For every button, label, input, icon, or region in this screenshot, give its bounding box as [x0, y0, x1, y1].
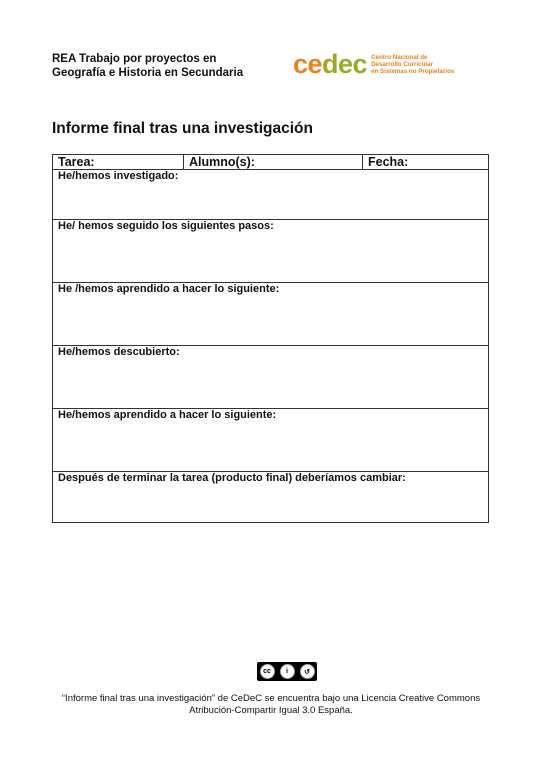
cc-icon: cc: [260, 664, 275, 679]
cedec-logo-subtitle: [371, 54, 454, 75]
section-investigado[interactable]: He/hemos investigado:: [53, 170, 489, 220]
page-title: Informe final tras una investigación: [52, 120, 313, 137]
alumnos-cell[interactable]: Alumno(s):: [184, 155, 363, 170]
section-row: [53, 220, 489, 283]
report-table: [52, 154, 489, 523]
report-header-row: [53, 155, 489, 170]
section-row: [53, 346, 489, 409]
fecha-cell[interactable]: Fecha:: [363, 155, 489, 170]
footer-line-1: “Informe final tras una investigación” de CeDeC se encuentra bajo una Licencia Creative Commons: [61, 693, 481, 704]
section-row: [53, 170, 489, 220]
logo-sub-line-2: Desarrollo Curricular: [371, 60, 433, 68]
logo-word-part-a: ce: [293, 49, 323, 79]
header-project-title: [52, 52, 243, 80]
section-pasos[interactable]: He/ hemos seguido los siguientes pasos:: [53, 220, 489, 283]
tarea-cell[interactable]: Tarea:: [53, 155, 184, 170]
header-line-1: REA Trabajo por proyectos en: [52, 53, 217, 65]
share-alike-icon: ↺: [300, 664, 315, 679]
cedec-logo: [293, 50, 454, 78]
section-descubierto[interactable]: He/hemos descubierto:: [53, 346, 489, 409]
creative-commons-badge[interactable]: [257, 662, 317, 681]
header-line-2: Geografía e Historia en Secundaria: [52, 67, 244, 79]
section-aprendido-1[interactable]: He /hemos aprendido a hacer lo siguiente:: [53, 283, 489, 346]
license-footer: [0, 693, 542, 717]
attribution-icon: i: [280, 664, 295, 679]
section-row: [53, 409, 489, 472]
cedec-logo-word: [293, 50, 367, 78]
logo-word-part-b: dec: [322, 49, 368, 79]
section-row: [53, 283, 489, 346]
logo-sub-line-3: en Sistemas no Propietarios: [371, 67, 455, 75]
logo-sub-line-1: Centro Nacional de: [371, 53, 428, 61]
footer-line-2: Atribución-Compartir Igual 3.0 España.: [189, 705, 353, 716]
section-aprendido-2[interactable]: He/hemos aprendido a hacer lo siguiente:: [53, 409, 489, 472]
section-row: [53, 472, 489, 523]
section-cambiar[interactable]: Después de terminar la tarea (producto final) deberíamos cambiar:: [53, 472, 489, 523]
